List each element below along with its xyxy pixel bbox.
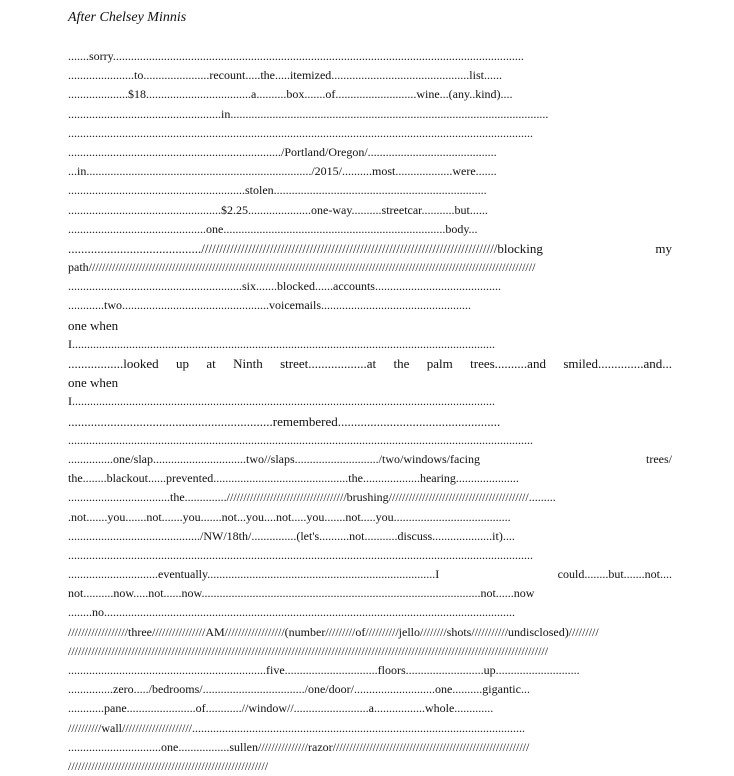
poem-line: ........................................................................................................................................................... xyxy=(68,547,533,562)
poem-line: ...............one/slap...............................two//slaps............................/two/windows/facing trees/ xyxy=(68,451,672,466)
poem-line: ............pane.......................of............//window//.........................a.................whole............. xyxy=(68,701,494,716)
poem-line: ...in.........................................................................../2015/..........most...................were....... xyxy=(68,164,497,179)
poem-line: ...........................................................stolen....................................................................... xyxy=(68,183,487,198)
poem-line: ........................................................................................................................................................... xyxy=(68,125,533,140)
poem-line: I............................................................................................................................................. xyxy=(68,336,495,351)
poem-line: ......................to......................recount.....the.....itemized..............................................list...... xyxy=(68,68,502,83)
poem-line: //////////////////////////////////////////////////////////// xyxy=(68,758,269,773)
poem-line: //////////////////three////////////////AM//////////////////(number/////////of//////////jello////////shots///////////undisclosed)///////// xyxy=(68,624,599,639)
poem-body xyxy=(68,47,672,776)
poem-line: ........no......................................................................................................................................... xyxy=(68,605,515,620)
poem-line: ....................$18...................................a..........box.......of...........................wine...(any..kind).... xyxy=(68,87,513,102)
poem-line: ........................................................................................................................................................... xyxy=(68,432,533,447)
poem-line: not..........now.....not......now.............................................................................................not......now xyxy=(68,586,535,601)
poem-line: path////////////////////////////////////////////////////////////////////////////////////////////////////////////////////////////////////// xyxy=(68,260,536,275)
poem-line: .......sorry......................................................................................................................................... xyxy=(68,49,524,63)
poem-line: .not.......you.......not.......you.......not...you....not.....you.......not.....you....................................... xyxy=(68,509,511,524)
poem-line: ............................................/NW/18th/...............(let's..........not...........discuss....................it).... xyxy=(68,528,515,543)
poem-line: ..............................eventually............................................................................I could........but.......not.... xyxy=(68,567,672,582)
poem-line: ...................................................in.......................................................................................................... xyxy=(68,106,549,121)
poem-line: ...............................one.................sullen///////////////razor/////////////////////////////////////////////////////////// xyxy=(68,739,530,754)
poem-line: .................looked up at Ninth street..................at the palm trees..........and smiled..............and... xyxy=(68,356,672,371)
poem-line: ..................................................................five...............................floors..........................up............................ xyxy=(68,663,580,677)
poem-line: ..................................the..............////////////////////////////////////brushing//////////////////////////////////////////......... xyxy=(68,490,556,505)
poem-line: ...............................................................remembered.................................................. xyxy=(68,413,501,429)
poem-line: ..........................................................six.......blocked......accounts.......................................... xyxy=(68,279,501,294)
poem-line: ......................................................................./Portland/Oregon/........................................... xyxy=(68,144,497,159)
poem-line: ...............zero...../bedrooms/................................../one/door/...........................one..........gigantic... xyxy=(68,682,530,697)
poem-line: one when xyxy=(68,375,119,391)
poem-line: the........blackout......prevented.............................................the...................hearing..................... xyxy=(68,471,519,486)
poem-line: I............................................................................................................................................. xyxy=(68,394,495,409)
poem-line: ...................................................$2.25.....................one-way..........streetcar...........but...... xyxy=(68,202,488,217)
poem-title: After Chelsey Minnis xyxy=(68,10,187,25)
poem-line: //////////wall/////////////////////............................................................................................................... xyxy=(68,720,526,735)
poem-line: ............two.................................................voicemails.................................................. xyxy=(68,298,471,313)
poem-line: one when xyxy=(68,317,119,333)
poem-line: ..............................................one..........................................................................body... xyxy=(68,221,478,236)
poem-line: //////////////////////////////////////////////////////////////////////////////////////////////////////////////////////////////////////////////// xyxy=(68,643,549,658)
poem-line: .........................................//////////////////////////////////////////////////////////////////////////////////blocking my xyxy=(68,240,672,256)
